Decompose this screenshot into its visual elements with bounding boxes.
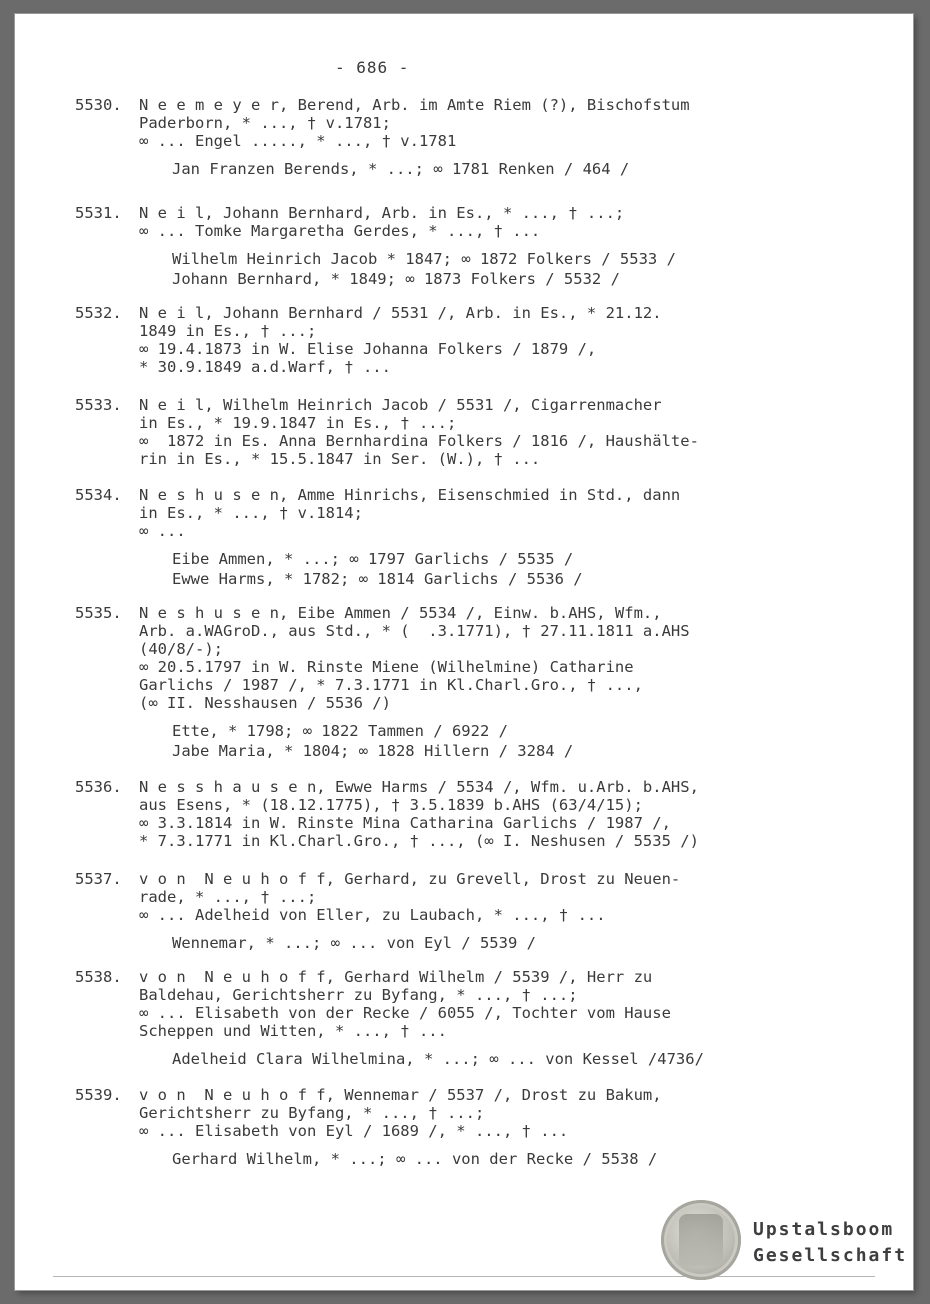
entry-line: * 30.9.1849 a.d.Warf, † ...	[139, 358, 391, 376]
child-line: Ewwe Harms, * 1782; ∞ 1814 Garlichs / 5536 /	[172, 570, 583, 588]
child-line: Wennemar, * ...; ∞ ... von Eyl / 5539 /	[172, 934, 536, 952]
child-line: Jabe Maria, * 1804; ∞ 1828 Hillern / 3284 /	[172, 742, 574, 760]
entry-line: N e s s h a u s e n, Ewwe Harms / 5534 /, Wfm. u.Arb. b.AHS,	[139, 778, 699, 796]
children-list	[172, 721, 795, 761]
entry	[75, 870, 795, 953]
seal-icon	[661, 1200, 741, 1280]
entry-line: ∞ ... Tomke Margaretha Gerdes, * ..., † ...	[139, 222, 541, 240]
entry-line: * 7.3.1771 in Kl.Charl.Gro., † ..., (∞ I. Neshusen / 5535 /)	[139, 832, 699, 850]
entry-line: ∞ ...	[139, 522, 186, 540]
entry-body	[139, 486, 795, 540]
entry-number: 5538.	[75, 968, 122, 986]
entry-line: in Es., * ..., † v.1814;	[139, 504, 363, 522]
entry-body	[139, 604, 795, 712]
entry-line: Scheppen und Witten, * ..., † ...	[139, 1022, 447, 1040]
entry-line: ∞ 3.3.1814 in W. Rinste Mina Catharina Garlichs / 1987 /,	[139, 814, 671, 832]
entry	[75, 778, 795, 850]
entry-line: Baldehau, Gerichtsherr zu Byfang, * ..., † ...;	[139, 986, 578, 1004]
entry-line: ∞ ... Elisabeth von Eyl / 1689 /, * ..., † ...	[139, 1122, 569, 1140]
entry	[75, 1086, 795, 1169]
entry-line: N e i l, Johann Bernhard, Arb. in Es., * ..., † ...;	[139, 204, 625, 222]
entry-line: v o n N e u h o f f, Gerhard Wilhelm / 5539 /, Herr zu	[139, 968, 653, 986]
entry-number: 5537.	[75, 870, 122, 888]
children-list	[172, 933, 795, 953]
entry-line: aus Esens, * (18.12.1775), † 3.5.1839 b.AHS (63/4/15);	[139, 796, 643, 814]
entry-line: ∞ 1872 in Es. Anna Bernhardina Folkers / 1816 /, Haushälte-	[139, 432, 699, 450]
children-list	[172, 549, 795, 589]
entry-body	[139, 304, 795, 376]
entry-line: Paderborn, * ..., † v.1781;	[139, 114, 391, 132]
entry-line: ∞ 19.4.1873 in W. Elise Johanna Folkers / 1879 /,	[139, 340, 597, 358]
entry-line: N e i l, Wilhelm Heinrich Jacob / 5531 /, Cigarrenmacher	[139, 396, 662, 414]
entry-line: in Es., * 19.9.1847 in Es., † ...;	[139, 414, 457, 432]
society-brand	[753, 1217, 907, 1269]
entry-body	[139, 1086, 795, 1140]
entry-line: ∞ ... Engel ....., * ..., † v.1781	[139, 132, 457, 150]
entry-number: 5531.	[75, 204, 122, 222]
entry-line: N e i l, Johann Bernhard / 5531 /, Arb. in Es., * 21.12.	[139, 304, 662, 322]
entry-line: ∞ 20.5.1797 in W. Rinste Miene (Wilhelmine) Catharine	[139, 658, 634, 676]
entry	[75, 968, 795, 1069]
entry	[75, 486, 795, 589]
brand-line-2: Gesellschaft	[753, 1245, 908, 1266]
entry-line: Gerichtsherr zu Byfang, * ..., † ...;	[139, 1104, 485, 1122]
entry-line: rin in Es., * 15.5.1847 in Ser. (W.), † ...	[139, 450, 541, 468]
entry	[75, 204, 795, 289]
entry-body	[139, 870, 795, 924]
entry-body	[139, 778, 795, 850]
entry-line: ∞ ... Adelheid von Eller, zu Laubach, * ..., † ...	[139, 906, 606, 924]
entry-number: 5539.	[75, 1086, 122, 1104]
child-line: Adelheid Clara Wilhelmina, * ...; ∞ ... von Kessel /4736/	[172, 1050, 704, 1068]
entry-number: 5536.	[75, 778, 122, 796]
entry-line: rade, * ..., † ...;	[139, 888, 317, 906]
entry-line: v o n N e u h o f f, Gerhard, zu Grevell, Drost zu Neuen-	[139, 870, 681, 888]
entry-line: Garlichs / 1987 /, * 7.3.1771 in Kl.Charl.Gro., † ...,	[139, 676, 643, 694]
children-list	[172, 159, 795, 179]
entry-line: Arb. a.WAGroD., aus Std., * ( .3.1771), † 27.11.1811 a.AHS	[139, 622, 690, 640]
child-line: Eibe Ammen, * ...; ∞ 1797 Garlichs / 5535 /	[172, 550, 574, 568]
entry-body	[139, 968, 795, 1040]
entry-number: 5534.	[75, 486, 122, 504]
brand-line-1: Upstalsboom	[753, 1219, 895, 1240]
entry	[75, 396, 795, 468]
entry	[75, 604, 795, 761]
entry-number: 5532.	[75, 304, 122, 322]
entry-line: N e e m e y e r, Berend, Arb. im Amte Riem (?), Bischofstum	[139, 96, 690, 114]
entry-line: N e s h u s e n, Eibe Ammen / 5534 /, Einw. b.AHS, Wfm.,	[139, 604, 662, 622]
child-line: Johann Bernhard, * 1849; ∞ 1873 Folkers / 5532 /	[172, 270, 620, 288]
entry-line: N e s h u s e n, Amme Hinrichs, Eisenschmied in Std., dann	[139, 486, 681, 504]
entry-line: (40/8/-);	[139, 640, 223, 658]
child-line: Ette, * 1798; ∞ 1822 Tammen / 6922 /	[172, 722, 508, 740]
child-line: Jan Franzen Berends, * ...; ∞ 1781 Renken / 464 /	[172, 160, 630, 178]
children-list	[172, 1049, 795, 1069]
entry-body	[139, 204, 795, 240]
entry	[75, 96, 795, 179]
entry	[75, 304, 795, 376]
child-line: Gerhard Wilhelm, * ...; ∞ ... von der Recke / 5538 /	[172, 1150, 658, 1168]
entry-number: 5533.	[75, 396, 122, 414]
children-list	[172, 249, 795, 289]
entry-line: 1849 in Es., † ...;	[139, 322, 317, 340]
children-list	[172, 1149, 795, 1169]
entry-line: (∞ II. Nesshausen / 5536 /)	[139, 694, 391, 712]
entry-number: 5535.	[75, 604, 122, 622]
entry-line: ∞ ... Elisabeth von der Recke / 6055 /, Tochter vom Hause	[139, 1004, 671, 1022]
footer-divider	[53, 1276, 875, 1277]
entry-line: v o n N e u h o f f, Wennemar / 5537 /, Drost zu Bakum,	[139, 1086, 662, 1104]
child-line: Wilhelm Heinrich Jacob * 1847; ∞ 1872 Folkers / 5533 /	[172, 250, 676, 268]
document-page	[15, 14, 913, 1290]
page-number: - 686 -	[335, 58, 410, 77]
entry-body	[139, 396, 795, 468]
entry-body	[139, 96, 795, 150]
entry-number: 5530.	[75, 96, 122, 114]
